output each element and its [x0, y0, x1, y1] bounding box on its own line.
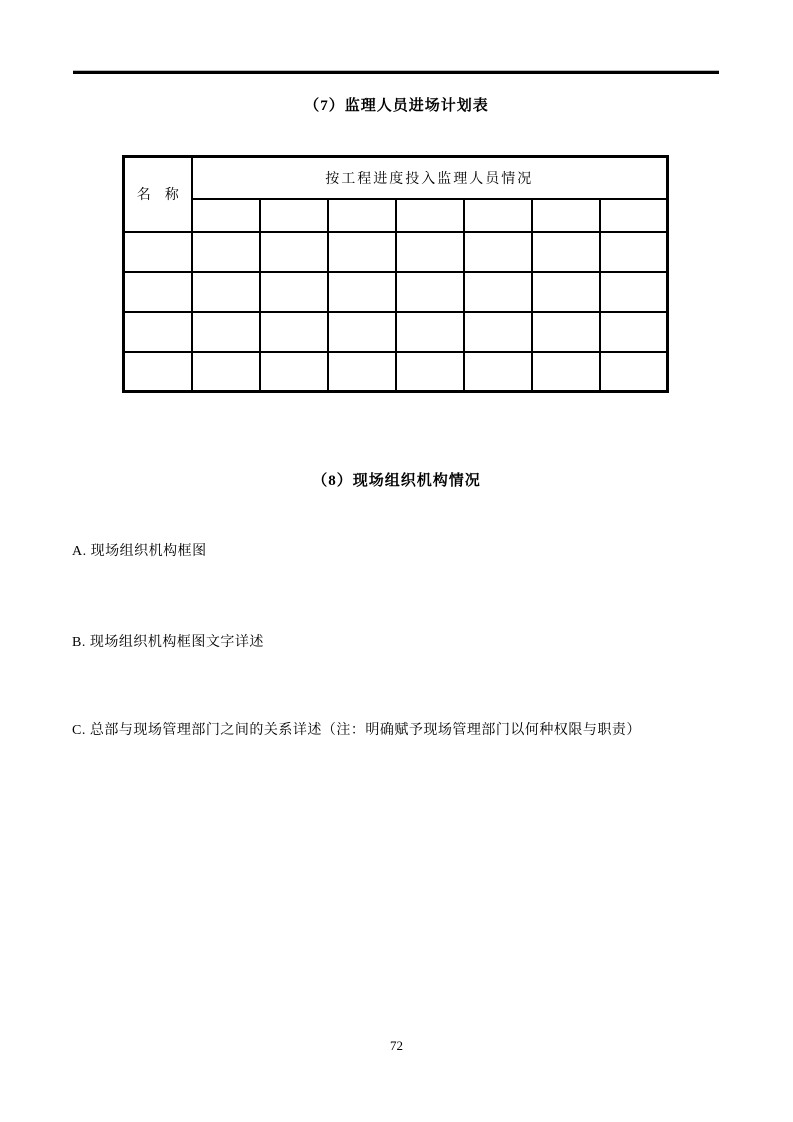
table-cell — [600, 312, 668, 352]
table-cell — [600, 232, 668, 272]
subheader-cell — [600, 199, 668, 232]
table-body — [124, 232, 668, 392]
section8-title: （8）现场组织机构情况 — [312, 473, 481, 489]
table-cell — [396, 312, 464, 352]
table-cell — [600, 272, 668, 312]
table-cell — [532, 312, 600, 352]
subheader-cell — [328, 199, 396, 232]
table-cell — [328, 232, 396, 272]
table-cell — [464, 312, 532, 352]
table-cell — [464, 352, 532, 392]
section8-item-a: A. 现场组织机构框图 — [72, 544, 207, 559]
table-cell — [464, 272, 532, 312]
subheader-cell — [260, 199, 328, 232]
table-cell — [260, 312, 328, 352]
table-cell — [396, 232, 464, 272]
table-cell — [192, 272, 260, 312]
table-cell — [396, 272, 464, 312]
subheader-cell — [396, 199, 464, 232]
name-header-cell: 名 称 — [124, 157, 192, 232]
table-cell — [192, 232, 260, 272]
table-header — [124, 157, 668, 232]
table-cell — [532, 232, 600, 272]
section8-item-c: C. 总部与现场管理部门之间的关系详述（注：明确赋予现场管理部门以何种权限与职责） — [72, 723, 641, 738]
subheader-cell — [532, 199, 600, 232]
table-cell — [192, 352, 260, 392]
table-subheader-row — [124, 199, 668, 232]
table-cell — [260, 232, 328, 272]
personnel-plan-table — [122, 155, 669, 393]
table-row — [124, 312, 668, 352]
table-cell — [192, 312, 260, 352]
table-row — [124, 232, 668, 272]
table-cell — [600, 352, 668, 392]
table-cell — [328, 312, 396, 352]
table-cell — [124, 232, 192, 272]
progress-header-cell: 按工程进度投入监理人员情况 — [192, 157, 668, 199]
table-cell — [124, 312, 192, 352]
table-cell — [464, 232, 532, 272]
table-cell — [396, 352, 464, 392]
section8-item-b: B. 现场组织机构框图文字详述 — [72, 635, 264, 650]
table-cell — [124, 352, 192, 392]
table-row — [124, 352, 668, 392]
table-row — [124, 272, 668, 312]
header-rule — [73, 71, 719, 74]
table-header-row-1 — [124, 157, 668, 199]
table-cell — [532, 272, 600, 312]
table-cell — [532, 352, 600, 392]
table-cell — [260, 352, 328, 392]
table-cell — [328, 272, 396, 312]
subheader-cell — [464, 199, 532, 232]
subheader-cell — [192, 199, 260, 232]
table-cell — [260, 272, 328, 312]
table-cell — [328, 352, 396, 392]
page-number: 72 — [390, 1038, 403, 1053]
table-cell — [124, 272, 192, 312]
section7-title: （7）监理人员进场计划表 — [304, 98, 489, 114]
